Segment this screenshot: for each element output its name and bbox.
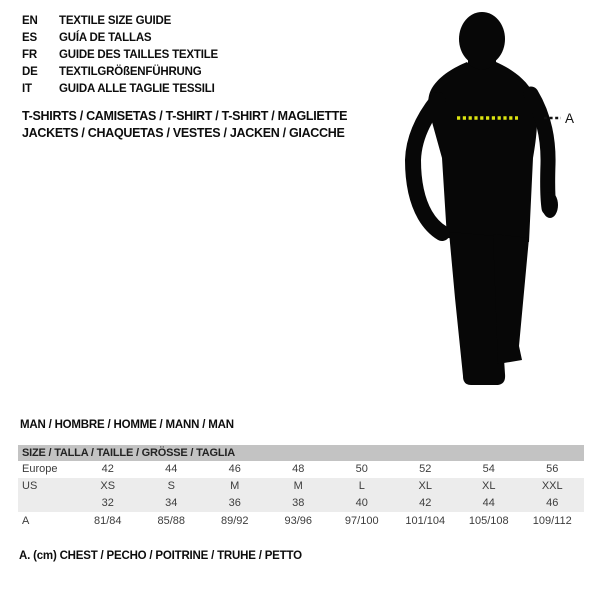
- lang-code: IT: [22, 83, 32, 95]
- lang-code: DE: [22, 66, 38, 78]
- table-cell: XL: [418, 480, 432, 492]
- row-label: Europe: [22, 463, 58, 475]
- table-cell: 97/100: [344, 515, 379, 527]
- table-cell: 42: [419, 497, 432, 509]
- table-cell: 105/108: [468, 515, 509, 527]
- table-cell: 36: [228, 497, 241, 509]
- table-cell: 50: [355, 463, 368, 475]
- table-cell: XL: [482, 480, 496, 492]
- language-list: [22, 13, 218, 98]
- gender-heading: MAN / HOMBRE / HOMME / MANN / MAN: [20, 419, 234, 431]
- man-silhouette: [405, 8, 600, 398]
- table-cell: 56: [546, 463, 559, 475]
- lang-code: EN: [22, 15, 38, 27]
- lang-label: TEXTILGRÖßENFÜHRUNG: [59, 66, 202, 78]
- table-cell: 46: [546, 497, 559, 509]
- lang-label: TEXTILE SIZE GUIDE: [59, 15, 172, 27]
- table-cell: 48: [292, 463, 305, 475]
- category-jackets: JACKETS / CHAQUETAS / VESTES / JACKEN / GIACCHE: [22, 126, 345, 140]
- table-cell: L: [358, 480, 365, 492]
- table-cell: 52: [419, 463, 432, 475]
- lang-row-en: [22, 13, 218, 30]
- row-label: [18, 495, 76, 512]
- table-cell: 44: [482, 497, 495, 509]
- lang-row-it: [22, 81, 218, 98]
- right-hand-shape: [542, 192, 558, 218]
- size-table: [18, 445, 584, 530]
- torso-shape: [428, 62, 537, 242]
- table-cell: M: [293, 480, 303, 492]
- table-cell: 44: [165, 463, 178, 475]
- table-row-europe: [18, 461, 584, 478]
- table-cell: M: [230, 480, 240, 492]
- table-cell: 46: [228, 463, 241, 475]
- lang-code: ES: [22, 32, 37, 44]
- table-cell: 40: [355, 497, 368, 509]
- table-cell: 85/88: [157, 515, 186, 527]
- lang-row-de: [22, 64, 218, 81]
- table-cell: 32: [101, 497, 114, 509]
- category-list: [22, 108, 347, 142]
- lang-row-es: [22, 30, 218, 47]
- back-leg-shape: [493, 234, 529, 364]
- table-cell: S: [167, 480, 175, 492]
- table-cell: 93/96: [284, 515, 313, 527]
- table-cell: XXL: [541, 480, 563, 492]
- table-cell: XS: [100, 480, 116, 492]
- lang-row-fr: [22, 47, 218, 64]
- row-label: A: [22, 515, 30, 527]
- man-silhouette-svg: [405, 8, 600, 398]
- table-cell: 38: [292, 497, 305, 509]
- measurement-label-a: A: [565, 111, 575, 126]
- measurement-footnote: A. (cm) CHEST / PECHO / POITRINE / TRUHE / PETTO: [19, 550, 302, 562]
- table-cell: 42: [101, 463, 114, 475]
- category-tshirts: T-SHIRTS / CAMISETAS / T-SHIRT / T-SHIRT / MAGLIETTE: [22, 109, 348, 123]
- table-cell: 81/84: [93, 515, 122, 527]
- lang-code: FR: [22, 49, 37, 61]
- table-cell: 54: [482, 463, 495, 475]
- table-cell: 109/112: [532, 515, 572, 527]
- lang-label: GUÍA DE TALLAS: [59, 32, 152, 44]
- lang-label: GUIDA ALLE TAGLIE TESSILI: [59, 83, 215, 95]
- lang-label: GUIDE DES TAILLES TEXTILE: [59, 49, 218, 61]
- table-row-us-numeric: [18, 495, 584, 512]
- table-cell: 101/104: [405, 515, 446, 527]
- table-row-us: [18, 478, 584, 495]
- table-cell: 34: [165, 497, 178, 509]
- table-header: SIZE / TALLA / TAILLE / GRÖSSE / TAGLIA: [18, 445, 584, 461]
- row-label: US: [22, 480, 38, 492]
- table-cell: 89/92: [220, 515, 249, 527]
- table-row-chest: [18, 512, 584, 530]
